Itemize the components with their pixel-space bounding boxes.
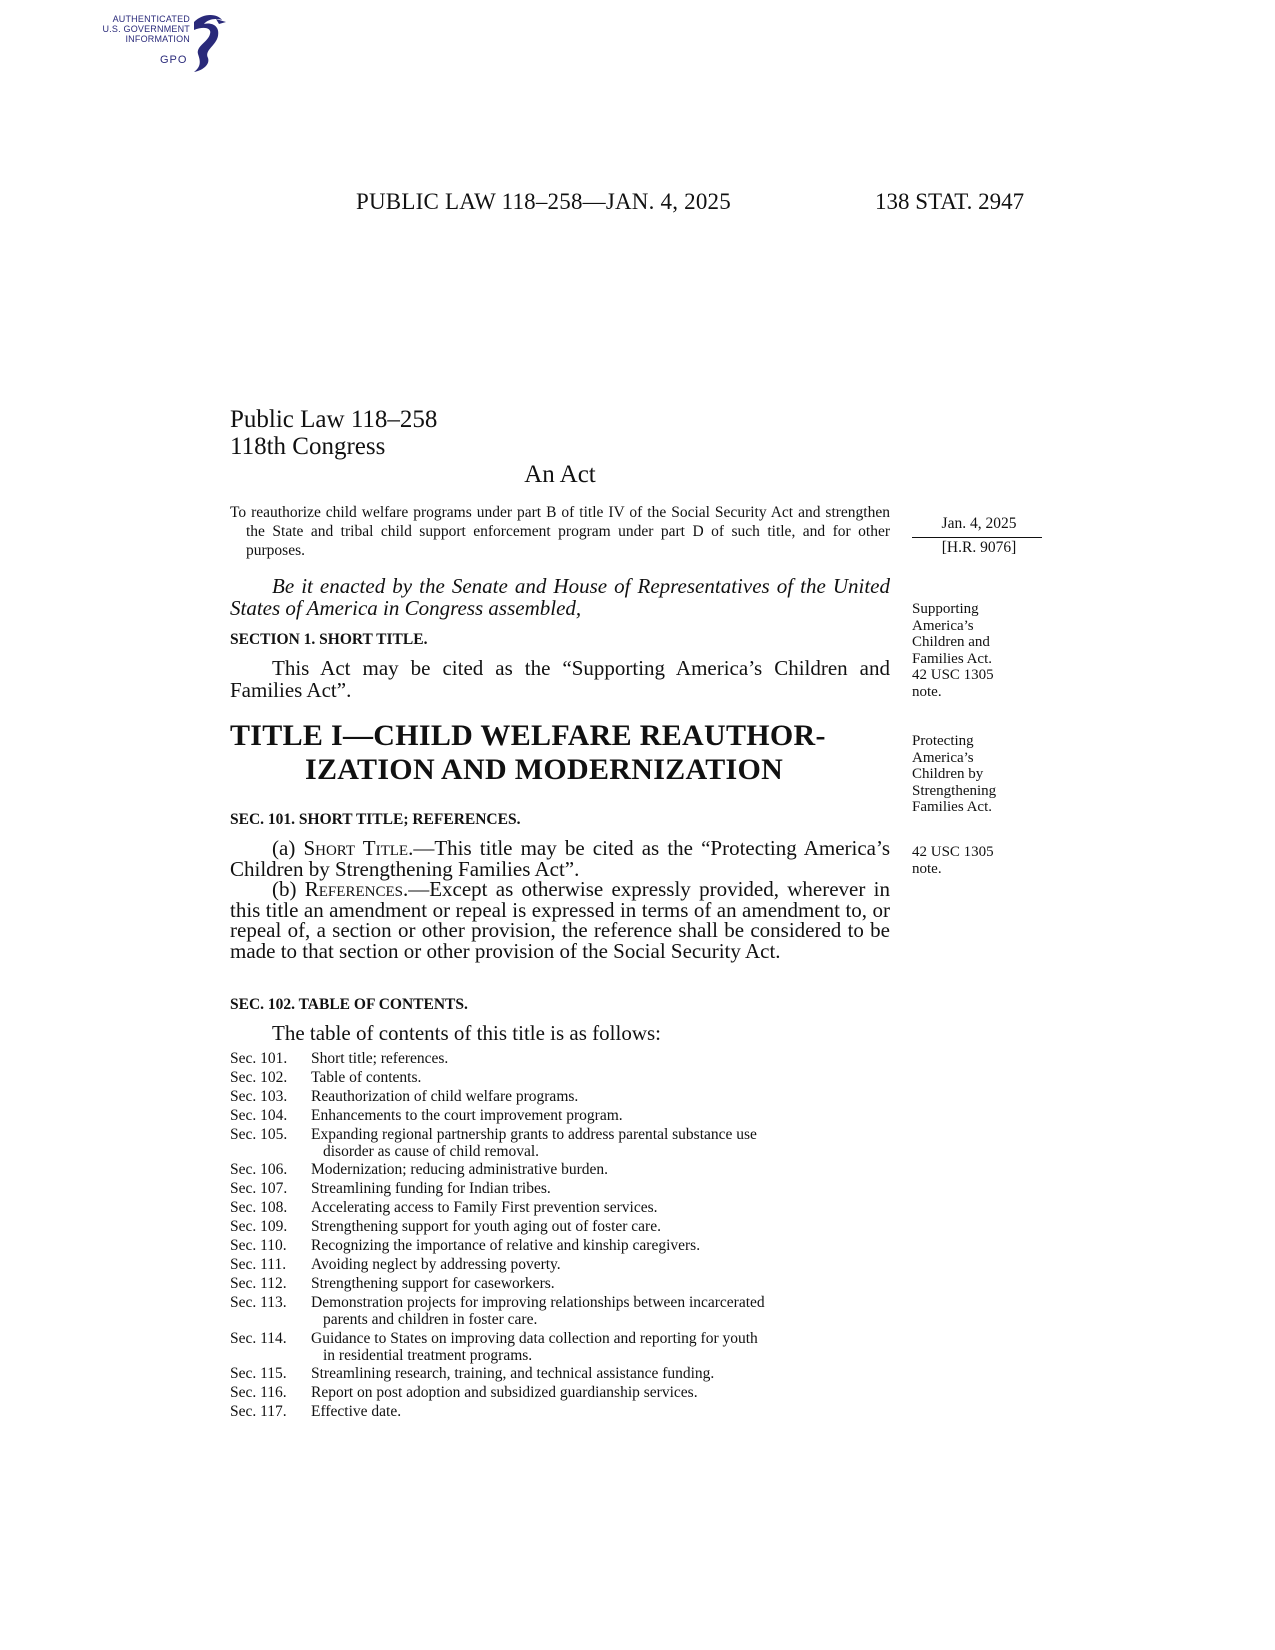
sidenote-line: America’s xyxy=(912,617,974,634)
toc-title-line: Strengthening support for youth aging out of foster care. xyxy=(311,1218,661,1236)
sidenote-title-short-title xyxy=(912,733,1032,816)
toc-section-number: Sec. 117. xyxy=(230,1403,287,1421)
toc-section-number: Sec. 115. xyxy=(230,1365,287,1383)
toc-title-line: Modernization; reducing administrative burden. xyxy=(311,1161,608,1179)
title-heading-line: IZATION AND MODERNIZATION xyxy=(305,753,784,786)
sidenote-line: note. xyxy=(912,860,942,877)
stat-page-number: 138 STAT. 2947 xyxy=(875,189,1025,214)
toc-title-line: Streamlining funding for Indian tribes. xyxy=(311,1180,551,1198)
toc-entry xyxy=(230,1237,890,1254)
sidenote-line: Families Act. xyxy=(912,799,992,815)
toc-section-number: Sec. 102. xyxy=(230,1068,288,1086)
toc-section-number: Sec. 109. xyxy=(230,1218,288,1236)
seal-line: AUTHENTICATED xyxy=(112,14,190,24)
toc-section-title xyxy=(311,1199,890,1216)
toc-section-number: Sec. 105. xyxy=(230,1125,288,1143)
toc-entry xyxy=(230,1256,890,1273)
toc-section-number: Sec. 112. xyxy=(230,1274,287,1292)
sidenote-line: Strengthening xyxy=(912,782,997,799)
running-head: PUBLIC LAW 118–258—JAN. 4, 2025 xyxy=(356,189,731,214)
toc-entry xyxy=(230,1365,890,1382)
purpose-clause: To reauthorize child welfare programs under part B of title IV of the Social Security Act and strengthen the State and tribal child support enforcement program under part D of such title, and for other purposes. xyxy=(230,504,890,559)
congress-label: 118th Congress xyxy=(230,433,386,460)
toc-section-number: Sec. 111. xyxy=(230,1255,287,1273)
toc-entry xyxy=(230,1403,890,1420)
subsection-label: (a) xyxy=(272,836,304,860)
toc-entry xyxy=(230,1384,890,1401)
sidenote-bill-number: [H.R. 9076] xyxy=(941,539,1017,556)
sidenote-line: America’s xyxy=(912,749,974,766)
toc-entry xyxy=(230,1275,890,1292)
toc-section-number: Sec. 103. xyxy=(230,1087,288,1105)
section-101-subsection-a xyxy=(230,838,890,879)
sidenote-line: Children by xyxy=(912,766,984,782)
toc-title-line: Short title; references. xyxy=(311,1050,449,1067)
subsection-text: .—Except as otherwise expressly provided, wherever in this title an amendment or repeal is expressed in terms of an amendment to, or repeal of, a section or other provision, the reference shall be considered to be made to that section or other provision of the Social Security Act. xyxy=(230,877,890,963)
toc-section-title xyxy=(311,1256,890,1273)
toc-title-line: Demonstration projects for improving relationships between incarcerated xyxy=(311,1293,765,1311)
toc-title-line: Accelerating access to Family First prevention services. xyxy=(311,1199,658,1217)
toc-section-number: Sec. 107. xyxy=(230,1180,288,1198)
section-1-heading: SECTION 1. SHORT TITLE. xyxy=(230,631,428,648)
sidenote-usc-citation xyxy=(912,844,1032,877)
toc-title-line: Enhancements to the court improvement program. xyxy=(311,1106,623,1124)
toc-section-title xyxy=(311,1330,890,1364)
toc-section-title xyxy=(311,1403,890,1420)
toc-section-number: Sec. 113. xyxy=(230,1293,287,1311)
toc-entry xyxy=(230,1069,890,1086)
toc-entry xyxy=(230,1161,890,1178)
toc-title-line: Effective date. xyxy=(311,1403,402,1421)
toc-entry xyxy=(230,1294,890,1328)
toc-section-number: Sec. 114. xyxy=(230,1329,287,1347)
toc-section-title xyxy=(311,1107,890,1124)
subsection-caption: References xyxy=(304,877,403,901)
toc-title-line: Recognizing the importance of relative and kinship caregivers. xyxy=(311,1237,701,1255)
toc-title-continuation: disorder as cause of child removal. xyxy=(323,1142,540,1160)
seal-text xyxy=(96,14,190,44)
subsection-label: (b) xyxy=(272,877,305,901)
section-102-heading: SEC. 102. TABLE OF CONTENTS. xyxy=(230,996,468,1013)
toc-section-title xyxy=(311,1365,890,1382)
toc-entry xyxy=(230,1126,890,1160)
sidenote-line: 42 USC 1305 xyxy=(912,844,994,860)
sidenote-line: Supporting xyxy=(912,601,979,617)
subsection-caption: Short Title xyxy=(303,836,409,860)
toc-title-line: Streamlining research, training, and technical assistance funding. xyxy=(311,1365,715,1383)
toc-section-title xyxy=(311,1050,890,1067)
seal-line: U.S. GOVERNMENT xyxy=(102,24,190,34)
title-heading-line: TITLE I—CHILD WELFARE REAUTHOR- xyxy=(230,719,826,752)
sidenote-line: Families Act. xyxy=(912,650,992,667)
seal-gpo-label: GPO xyxy=(160,54,188,66)
toc-entry xyxy=(230,1218,890,1235)
enacting-clause: Be it enacted by the Senate and House of Representatives of the United States of America in Congress assembled, xyxy=(230,574,890,620)
sidenote-line: 42 USC 1305 xyxy=(912,667,994,683)
toc-section-number: Sec. 106. xyxy=(230,1161,288,1179)
title-1-heading xyxy=(230,719,890,787)
toc-section-title xyxy=(311,1275,890,1292)
section-101-subsection-b xyxy=(230,879,890,961)
toc-title-line: Reauthorization of child welfare programs. xyxy=(311,1087,579,1105)
toc-section-number: Sec. 110. xyxy=(230,1237,287,1255)
sidenote-short-title xyxy=(912,601,1032,700)
toc-entry xyxy=(230,1330,890,1364)
toc-title-continuation: in residential treatment programs. xyxy=(323,1346,533,1364)
sidenote-line: Protecting xyxy=(912,733,974,749)
toc-section-title xyxy=(311,1161,890,1178)
table-of-contents xyxy=(230,1050,890,1422)
toc-section-number: Sec. 101. xyxy=(230,1050,288,1067)
toc-entry xyxy=(230,1107,890,1124)
toc-title-line: Strengthening support for caseworkers. xyxy=(311,1274,555,1292)
section-1-text: This Act may be cited as the “Supporting America’s Children and Families Act”. xyxy=(230,656,890,702)
toc-section-title xyxy=(311,1294,890,1328)
toc-title-line: Guidance to States on improving data collection and reporting for youth xyxy=(311,1329,758,1347)
toc-section-number: Sec. 116. xyxy=(230,1384,287,1402)
sidenote-date: Jan. 4, 2025 xyxy=(941,515,1017,532)
toc-section-number: Sec. 104. xyxy=(230,1106,288,1124)
toc-section-title xyxy=(311,1069,890,1086)
gpo-authentication-seal xyxy=(96,10,231,75)
sidenote-line: note. xyxy=(912,683,942,700)
toc-title-continuation: parents and children in foster care. xyxy=(323,1310,538,1328)
toc-entry xyxy=(230,1199,890,1216)
toc-entry xyxy=(230,1050,890,1067)
toc-section-title xyxy=(311,1237,890,1254)
toc-section-number: Sec. 108. xyxy=(230,1199,288,1217)
sidenote-rule xyxy=(912,537,1042,538)
toc-title-line: Report on post adoption and subsidized guardianship services. xyxy=(311,1384,698,1402)
section-101-heading: SEC. 101. SHORT TITLE; REFERENCES. xyxy=(230,811,521,828)
toc-section-title xyxy=(311,1384,890,1401)
toc-title-line: Avoiding neglect by addressing poverty. xyxy=(311,1255,561,1273)
public-law-number: Public Law 118–258 xyxy=(230,406,438,433)
sidenote-line: Children and xyxy=(912,634,990,650)
toc-entry xyxy=(230,1088,890,1105)
toc-section-title xyxy=(311,1180,890,1197)
toc-section-title xyxy=(311,1088,890,1105)
toc-section-title xyxy=(311,1218,890,1235)
toc-section-title xyxy=(311,1126,890,1160)
seal-line: INFORMATION xyxy=(125,34,190,44)
subsection-text: .—This title may be cited as the “Protecting America’s Children by Strengthening Families Act”. xyxy=(230,836,891,881)
toc-title-line: Expanding regional partnership grants to address parental substance use xyxy=(311,1125,757,1143)
toc-intro: The table of contents of this title is as follows: xyxy=(272,1021,662,1045)
toc-title-line: Table of contents. xyxy=(311,1068,422,1086)
toc-entry xyxy=(230,1180,890,1197)
eagle-icon xyxy=(186,10,231,75)
act-label: An Act xyxy=(524,461,596,488)
